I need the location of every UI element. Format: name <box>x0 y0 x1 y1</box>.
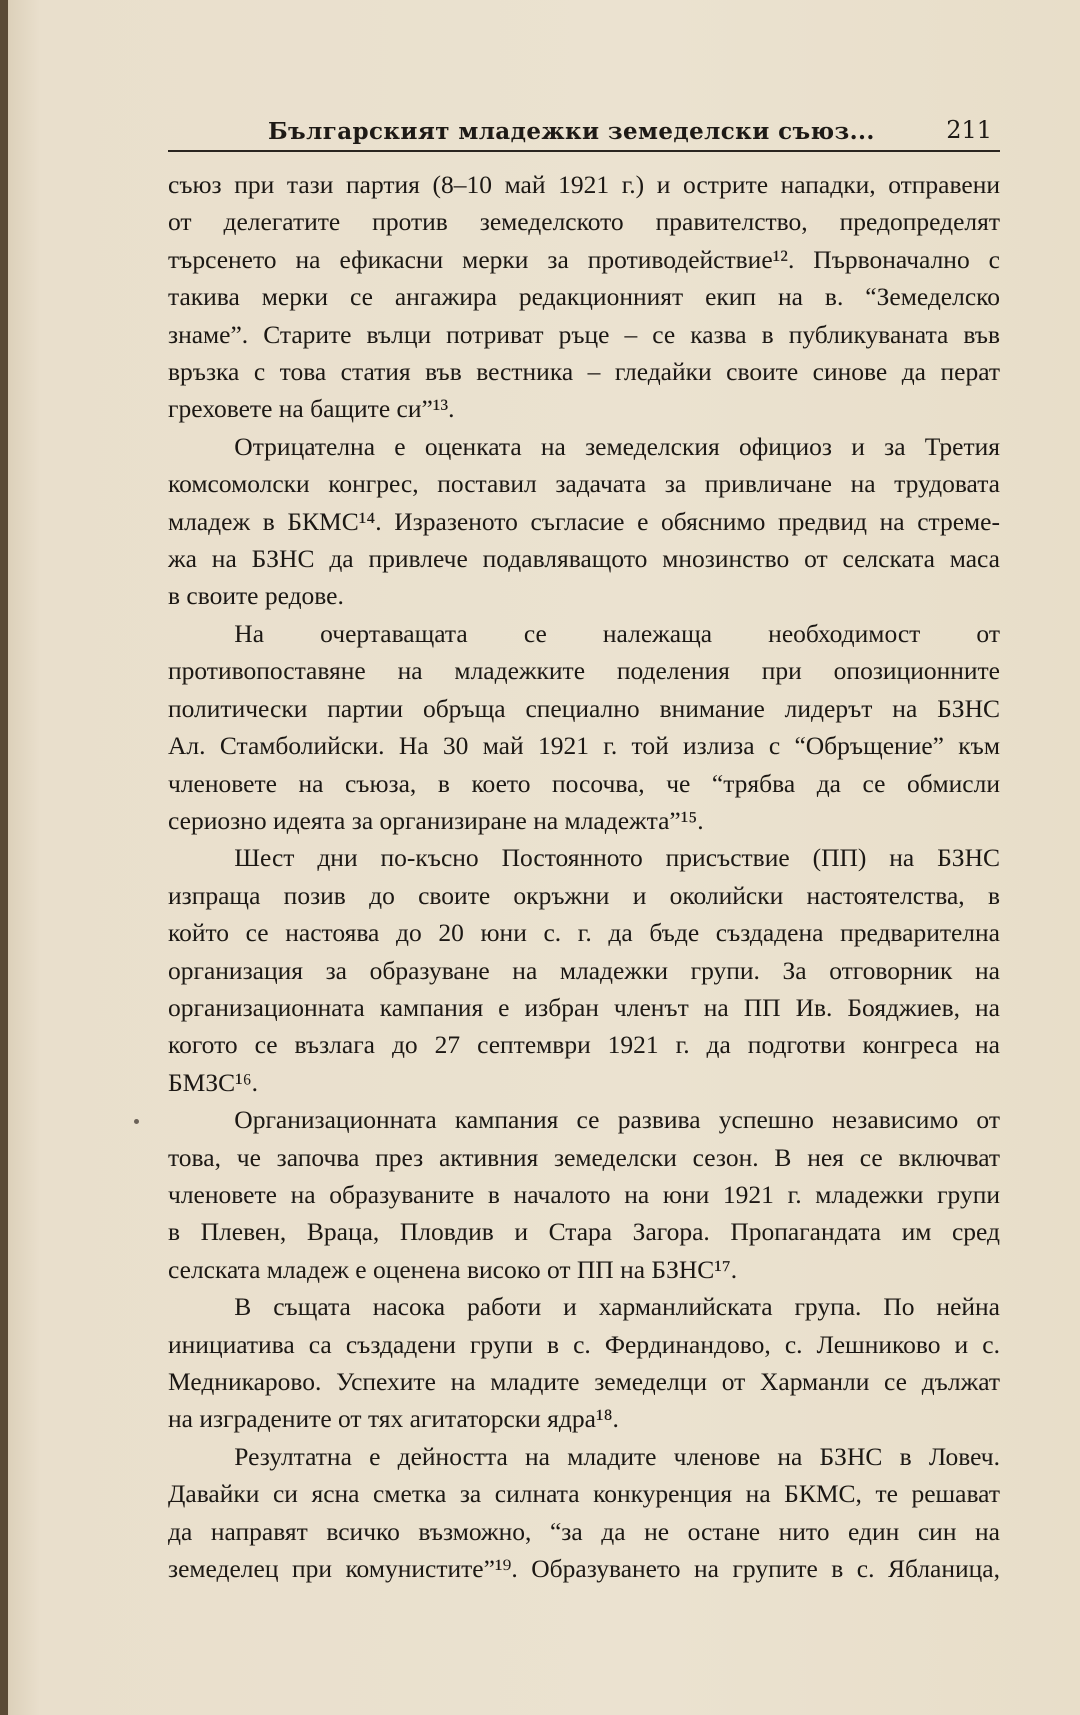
text-line: инициатива са създадени групи в с. Фердинандово, с. Лешниково и с. <box>168 1329 1000 1359</box>
text-line: на изградените от тях агитаторски ядра¹⁸. <box>168 1404 619 1434</box>
text-line: жа на БЗНС да привлече подавляващото мнозинство от селската маса <box>168 544 1000 574</box>
paragraph <box>168 839 1000 1101</box>
text-line: изпраща позив до своите окръжни и околийски настоятелства, в <box>168 880 1000 910</box>
text-line: организационната кампания е избран членът на ПП Ив. Бояджиев, на <box>168 992 1000 1022</box>
book-spine-shadow <box>0 0 8 1715</box>
paragraph <box>168 166 1000 428</box>
header-rule <box>168 150 1000 152</box>
text-line: Медникарово. Успехите на младите земеделци от Харманли се дължат <box>168 1367 1000 1396</box>
text-line: Резултатна е дейността на младите членове на БЗНС в Ловеч. <box>234 1441 1000 1471</box>
text-line: Ал. Стамболийски. На 30 май 1921 г. той излиза с “Обръщение” към <box>168 731 1000 761</box>
text-line: Давайки си ясна сметка за силната конкуренция на БКМС, те решават <box>168 1479 1000 1509</box>
text-line: сериозно идеята за организиране на младежта”¹⁵. <box>168 805 704 835</box>
text-line: членовете на съюза, в което посочва, че “трябва да се обмисли <box>168 768 1000 798</box>
text-line: селската младеж е оценена високо от ПП на БЗНС¹⁷. <box>168 1254 738 1284</box>
text-line: това, че започва през активния земеделски сезон. В нея се включват <box>168 1142 1000 1172</box>
text-line: противопоставяне на младежките поделения при опозиционните <box>168 656 1000 686</box>
text-line: да направят всичко възможно, “за да не остане нито един син на <box>168 1516 1000 1546</box>
text-line: земеделец при комунистите”¹⁹. Образуването на групите в с. Ябланица, <box>168 1554 1000 1584</box>
text-line: БМЗС¹⁶. <box>168 1067 259 1097</box>
text-line: членовете на образуваните в началото на юни 1921 г. младежки групи <box>168 1179 1000 1209</box>
paragraph <box>168 1288 1000 1438</box>
text-line: такива мерки се ангажира редакционният екип на в. “Земеделско <box>168 282 1000 312</box>
text-line: в Плевен, Враца, Пловдив и Стара Загора. Пропагандата им сред <box>168 1217 1000 1247</box>
text-line: в своите редове. <box>168 581 344 611</box>
body-text <box>168 166 1000 1587</box>
text-line: от делегатите против земеделското правителство, предопределят <box>168 207 1000 237</box>
text-line: когото се възлага до 27 септември 1921 г. да подготви конгреса на <box>168 1030 1000 1060</box>
page-header <box>168 112 1000 152</box>
text-line: Отрицателна е оценката на земеделския официоз и за Третия <box>234 431 1000 461</box>
text-line: В същата насока работи и харманлийската група. По нейна <box>234 1292 1000 1322</box>
text-line: Шест дни по-късно Постоянното присъствие (ПП) на БЗНС <box>234 843 1000 873</box>
paragraph <box>168 1438 1000 1588</box>
text-line: търсенето на ефикасни мерки за противодействие¹². Първоначално с <box>168 244 1000 274</box>
text-line: който се настоява до 20 юни с. г. да бъде създадена предварителна <box>168 918 1000 948</box>
paragraph <box>168 1101 1000 1288</box>
text-line: знаме”. Старите вълци потриват ръце – се казва в публикуваната във <box>168 319 1000 349</box>
text-line: връзка с това статия във вестника – гледайки своите синове да перат <box>168 357 1000 387</box>
text-line: организация за образуване на младежки групи. За отговорник на <box>168 955 1000 985</box>
running-title: Българският младежки земеделски съюз... <box>268 118 875 145</box>
text-line: политически партии обръща специално внимание лидерът на БЗНС <box>168 693 1000 723</box>
text-line: греховете на бащите си”¹³. <box>168 394 455 424</box>
paragraph <box>168 615 1000 839</box>
text-line: Организационната кампания се развива успешно независимо от <box>234 1105 1000 1135</box>
text-line: младеж в БКМС¹⁴. Изразеното съгласие е обяснимо предвид на стреме- <box>168 506 1000 536</box>
text-line: съюз при тази партия (8–10 май 1921 г.) и острите нападки, отправени <box>168 170 1000 199</box>
text-line: На очертаващата се належаща необходимост от <box>234 618 1000 648</box>
page-number: 211 <box>946 116 992 144</box>
paragraph <box>168 428 1000 615</box>
stray-mark <box>134 1119 139 1124</box>
text-line: комсомолски конгрес, поставил задачата за привличане на трудовата <box>168 469 1000 499</box>
